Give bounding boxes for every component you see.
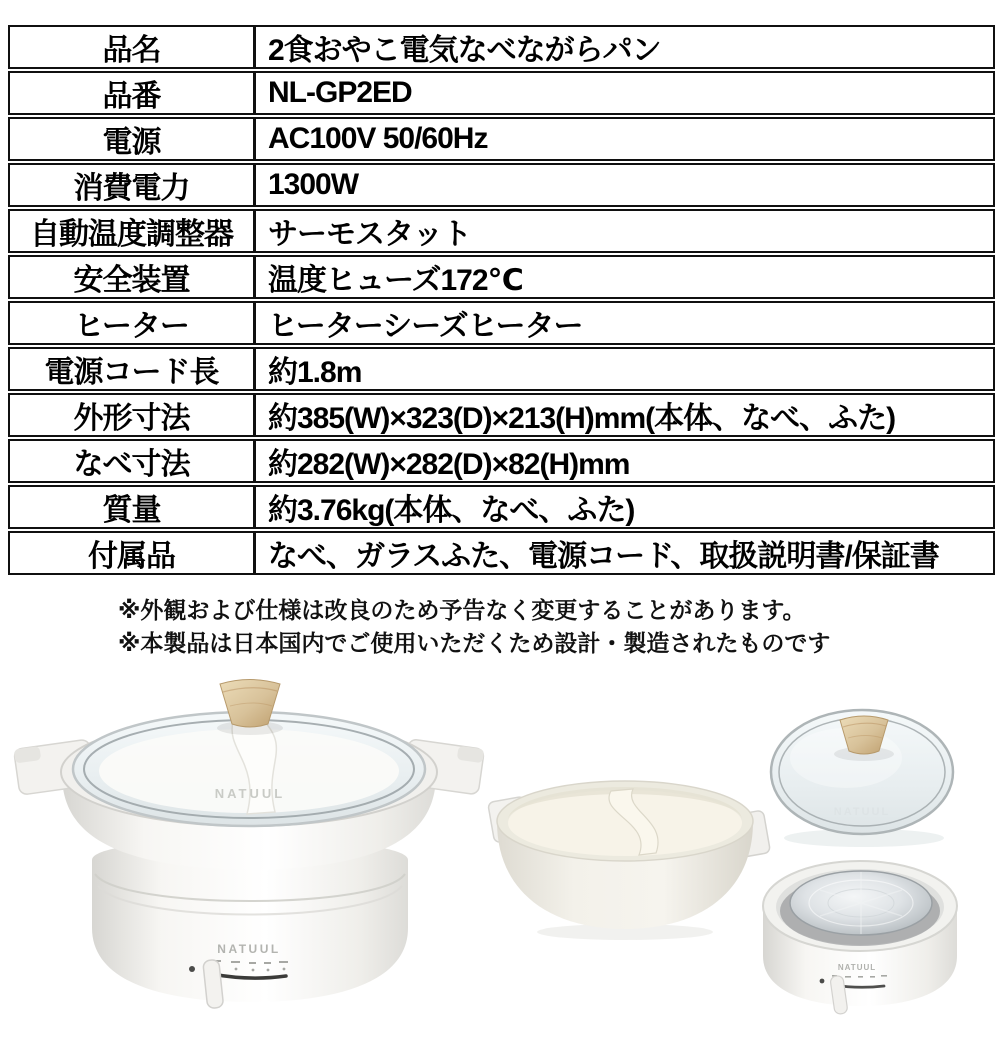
spec-table-row — [8, 163, 995, 207]
note-japan-domestic: ※本製品は日本国内でご使用いただくため設計・製造されたものです — [118, 630, 831, 656]
spec-table-row — [8, 209, 995, 253]
spec-label: 外形寸法 — [10, 395, 256, 435]
heater-base-image — [763, 861, 957, 1015]
lid-brand-watermark: NATUUL — [214, 786, 286, 801]
spec-label: なべ寸法 — [10, 441, 256, 481]
spec-label: 品名 — [10, 27, 256, 67]
spec-value: ヒーターシーズヒーター — [268, 310, 583, 343]
spec-table-row — [8, 393, 995, 437]
spec-value: 約3.76kg(本体、なべ、ふた) — [268, 494, 635, 527]
main-pot-image — [14, 680, 485, 1009]
spec-value: 約1.8m — [268, 356, 362, 389]
spec-label: 電源コード長 — [10, 349, 256, 389]
spec-value: サーモスタット — [268, 218, 471, 251]
spec-value: 1300W — [268, 168, 359, 201]
spec-value: AC100V 50/60Hz — [268, 122, 488, 155]
spec-table-row — [8, 485, 995, 529]
spec-table-row — [8, 117, 995, 161]
heater-brand-label: NATUUL — [837, 963, 877, 972]
spec-label: 質量 — [10, 487, 256, 527]
disclaimer-notes — [118, 594, 1000, 660]
product-figure — [0, 662, 1000, 1036]
spec-value: NL-GP2ED — [268, 76, 412, 109]
note-appearance-change: ※外観および仕様は改良のため予告なく変更することがあります。 — [118, 597, 806, 623]
spec-label: 安全装置 — [10, 257, 256, 297]
spec-label: 消費電力 — [10, 165, 256, 205]
spec-label: 付属品 — [10, 533, 256, 573]
spec-table-row — [8, 301, 995, 345]
spec-table-row — [8, 255, 995, 299]
spec-table-row — [8, 439, 995, 483]
spec-label: ヒーター — [10, 303, 256, 343]
spec-value: 約385(W)×323(D)×213(H)mm(本体、なべ、ふた) — [268, 402, 896, 435]
product-photo — [0, 662, 1000, 1036]
spec-value: 約282(W)×282(D)×82(H)mm — [268, 448, 630, 481]
spec-table-row — [8, 347, 995, 391]
spec-table — [8, 25, 995, 575]
spec-label: 電源 — [10, 119, 256, 159]
indicator-dot — [189, 966, 195, 972]
spec-value: 温度ヒューズ172℃ — [268, 264, 523, 297]
glass-lid-watermark: NATUUL — [833, 806, 891, 818]
heater-indicator-dot — [820, 979, 825, 984]
divided-pot-image — [488, 781, 771, 940]
spec-label: 品番 — [10, 73, 256, 113]
spec-label: 自動温度調整器 — [10, 211, 256, 251]
spec-table-row — [8, 25, 995, 69]
spec-value: なべ、ガラスふた、電源コード、取扱説明書/保証書 — [268, 540, 939, 573]
glass-lid-image — [771, 710, 953, 847]
spec-value: 2食おやこ電気なべながらパン — [268, 34, 661, 67]
spec-table-row — [8, 71, 995, 115]
base-brand-label: NATUUL — [217, 942, 281, 956]
spec-table-row — [8, 531, 995, 575]
